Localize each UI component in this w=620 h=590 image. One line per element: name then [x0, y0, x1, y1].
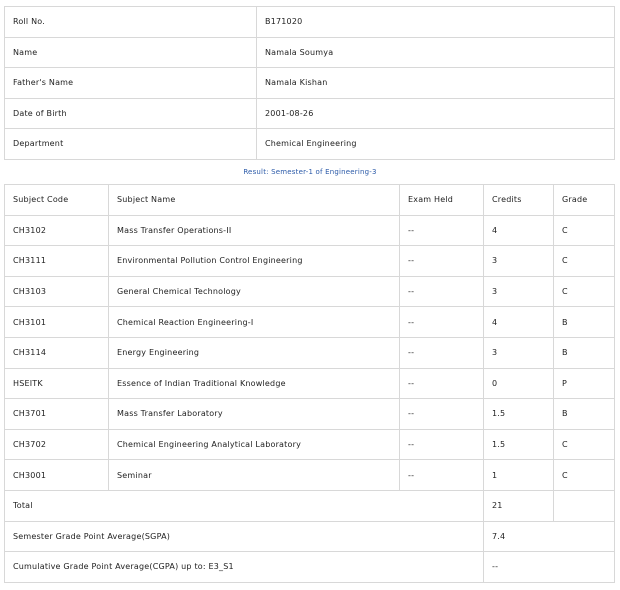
subject-code-cell: CH3114 [5, 337, 109, 368]
subject-code-cell: CH3102 [5, 215, 109, 246]
grade-cell: B [554, 399, 615, 430]
credits-cell: 4 [484, 307, 554, 338]
student-info-value: Namala Soumya [257, 37, 615, 68]
subject-name-cell: General Chemical Technology [109, 276, 400, 307]
total-grade-empty [554, 490, 615, 521]
sgpa-label: Semester Grade Point Average(SGPA) [5, 521, 484, 552]
subject-name-cell: Environmental Pollution Control Engineering [109, 246, 400, 277]
student-info-value: B171020 [257, 7, 615, 38]
subject-row [5, 399, 615, 430]
subject-code-cell: CH3101 [5, 307, 109, 338]
subject-code-cell: CH3111 [5, 246, 109, 277]
student-info-label: Name [5, 37, 257, 68]
subjects-header-row [5, 185, 615, 216]
student-info-row [5, 37, 615, 68]
subjects-table [4, 184, 615, 583]
exam-held-cell: -- [400, 429, 484, 460]
subject-name-cell: Mass Transfer Laboratory [109, 399, 400, 430]
subject-row [5, 460, 615, 491]
subject-name-cell: Seminar [109, 460, 400, 491]
credits-cell: 1.5 [484, 429, 554, 460]
student-info-row [5, 7, 615, 38]
total-label: Total [5, 490, 484, 521]
sgpa-value: 7.4 [484, 521, 615, 552]
grade-cell: C [554, 460, 615, 491]
credits-cell: 1 [484, 460, 554, 491]
credits-cell: 0 [484, 368, 554, 399]
credits-cell: 4 [484, 215, 554, 246]
subject-row [5, 246, 615, 277]
total-row [5, 490, 615, 521]
credits-cell: 3 [484, 337, 554, 368]
grade-cell: B [554, 307, 615, 338]
header-exam-held: Exam Held [400, 185, 484, 216]
student-info-row [5, 129, 615, 160]
subject-code-cell: CH3103 [5, 276, 109, 307]
exam-held-cell: -- [400, 276, 484, 307]
cgpa-row [5, 552, 615, 583]
student-info-label: Department [5, 129, 257, 160]
student-info-label: Roll No. [5, 7, 257, 38]
student-info-value: Namala Kishan [257, 68, 615, 99]
total-credits: 21 [484, 490, 554, 521]
subject-code-cell: HSEITK [5, 368, 109, 399]
subject-name-cell: Chemical Engineering Analytical Laboratory [109, 429, 400, 460]
student-info-row [5, 98, 615, 129]
subject-row [5, 429, 615, 460]
subject-name-cell: Mass Transfer Operations-II [109, 215, 400, 246]
exam-held-cell: -- [400, 399, 484, 430]
student-info-label: Date of Birth [5, 98, 257, 129]
student-info-row [5, 68, 615, 99]
subject-row [5, 368, 615, 399]
grade-cell: C [554, 276, 615, 307]
subject-name-cell: Chemical Reaction Engineering-I [109, 307, 400, 338]
grade-cell: B [554, 337, 615, 368]
exam-held-cell: -- [400, 215, 484, 246]
grade-cell: P [554, 368, 615, 399]
credits-cell: 3 [484, 276, 554, 307]
subject-row [5, 337, 615, 368]
subject-code-cell: CH3701 [5, 399, 109, 430]
subject-name-cell: Essence of Indian Traditional Knowledge [109, 368, 400, 399]
result-title: Result: Semester-1 of Engineering-3 [243, 168, 377, 176]
subject-row [5, 215, 615, 246]
exam-held-cell: -- [400, 368, 484, 399]
subject-row [5, 276, 615, 307]
cgpa-value: -- [484, 552, 615, 583]
subject-row [5, 307, 615, 338]
grade-cell: C [554, 429, 615, 460]
student-info-table [4, 6, 615, 160]
credits-cell: 1.5 [484, 399, 554, 430]
header-grade: Grade [554, 185, 615, 216]
student-info-label: Father's Name [5, 68, 257, 99]
exam-held-cell: -- [400, 460, 484, 491]
cgpa-label: Cumulative Grade Point Average(CGPA) up to: E3_S1 [5, 552, 484, 583]
header-subject-name: Subject Name [109, 185, 400, 216]
grade-cell: C [554, 246, 615, 277]
sgpa-row [5, 521, 615, 552]
student-info-value: 2001-08-26 [257, 98, 615, 129]
student-info-value: Chemical Engineering [257, 129, 615, 160]
header-credits: Credits [484, 185, 554, 216]
grade-cell: C [554, 215, 615, 246]
header-subject-code: Subject Code [5, 185, 109, 216]
exam-held-cell: -- [400, 246, 484, 277]
credits-cell: 3 [484, 246, 554, 277]
exam-held-cell: -- [400, 337, 484, 368]
subject-name-cell: Energy Engineering [109, 337, 400, 368]
exam-held-cell: -- [400, 307, 484, 338]
subject-code-cell: CH3702 [5, 429, 109, 460]
subject-code-cell: CH3001 [5, 460, 109, 491]
